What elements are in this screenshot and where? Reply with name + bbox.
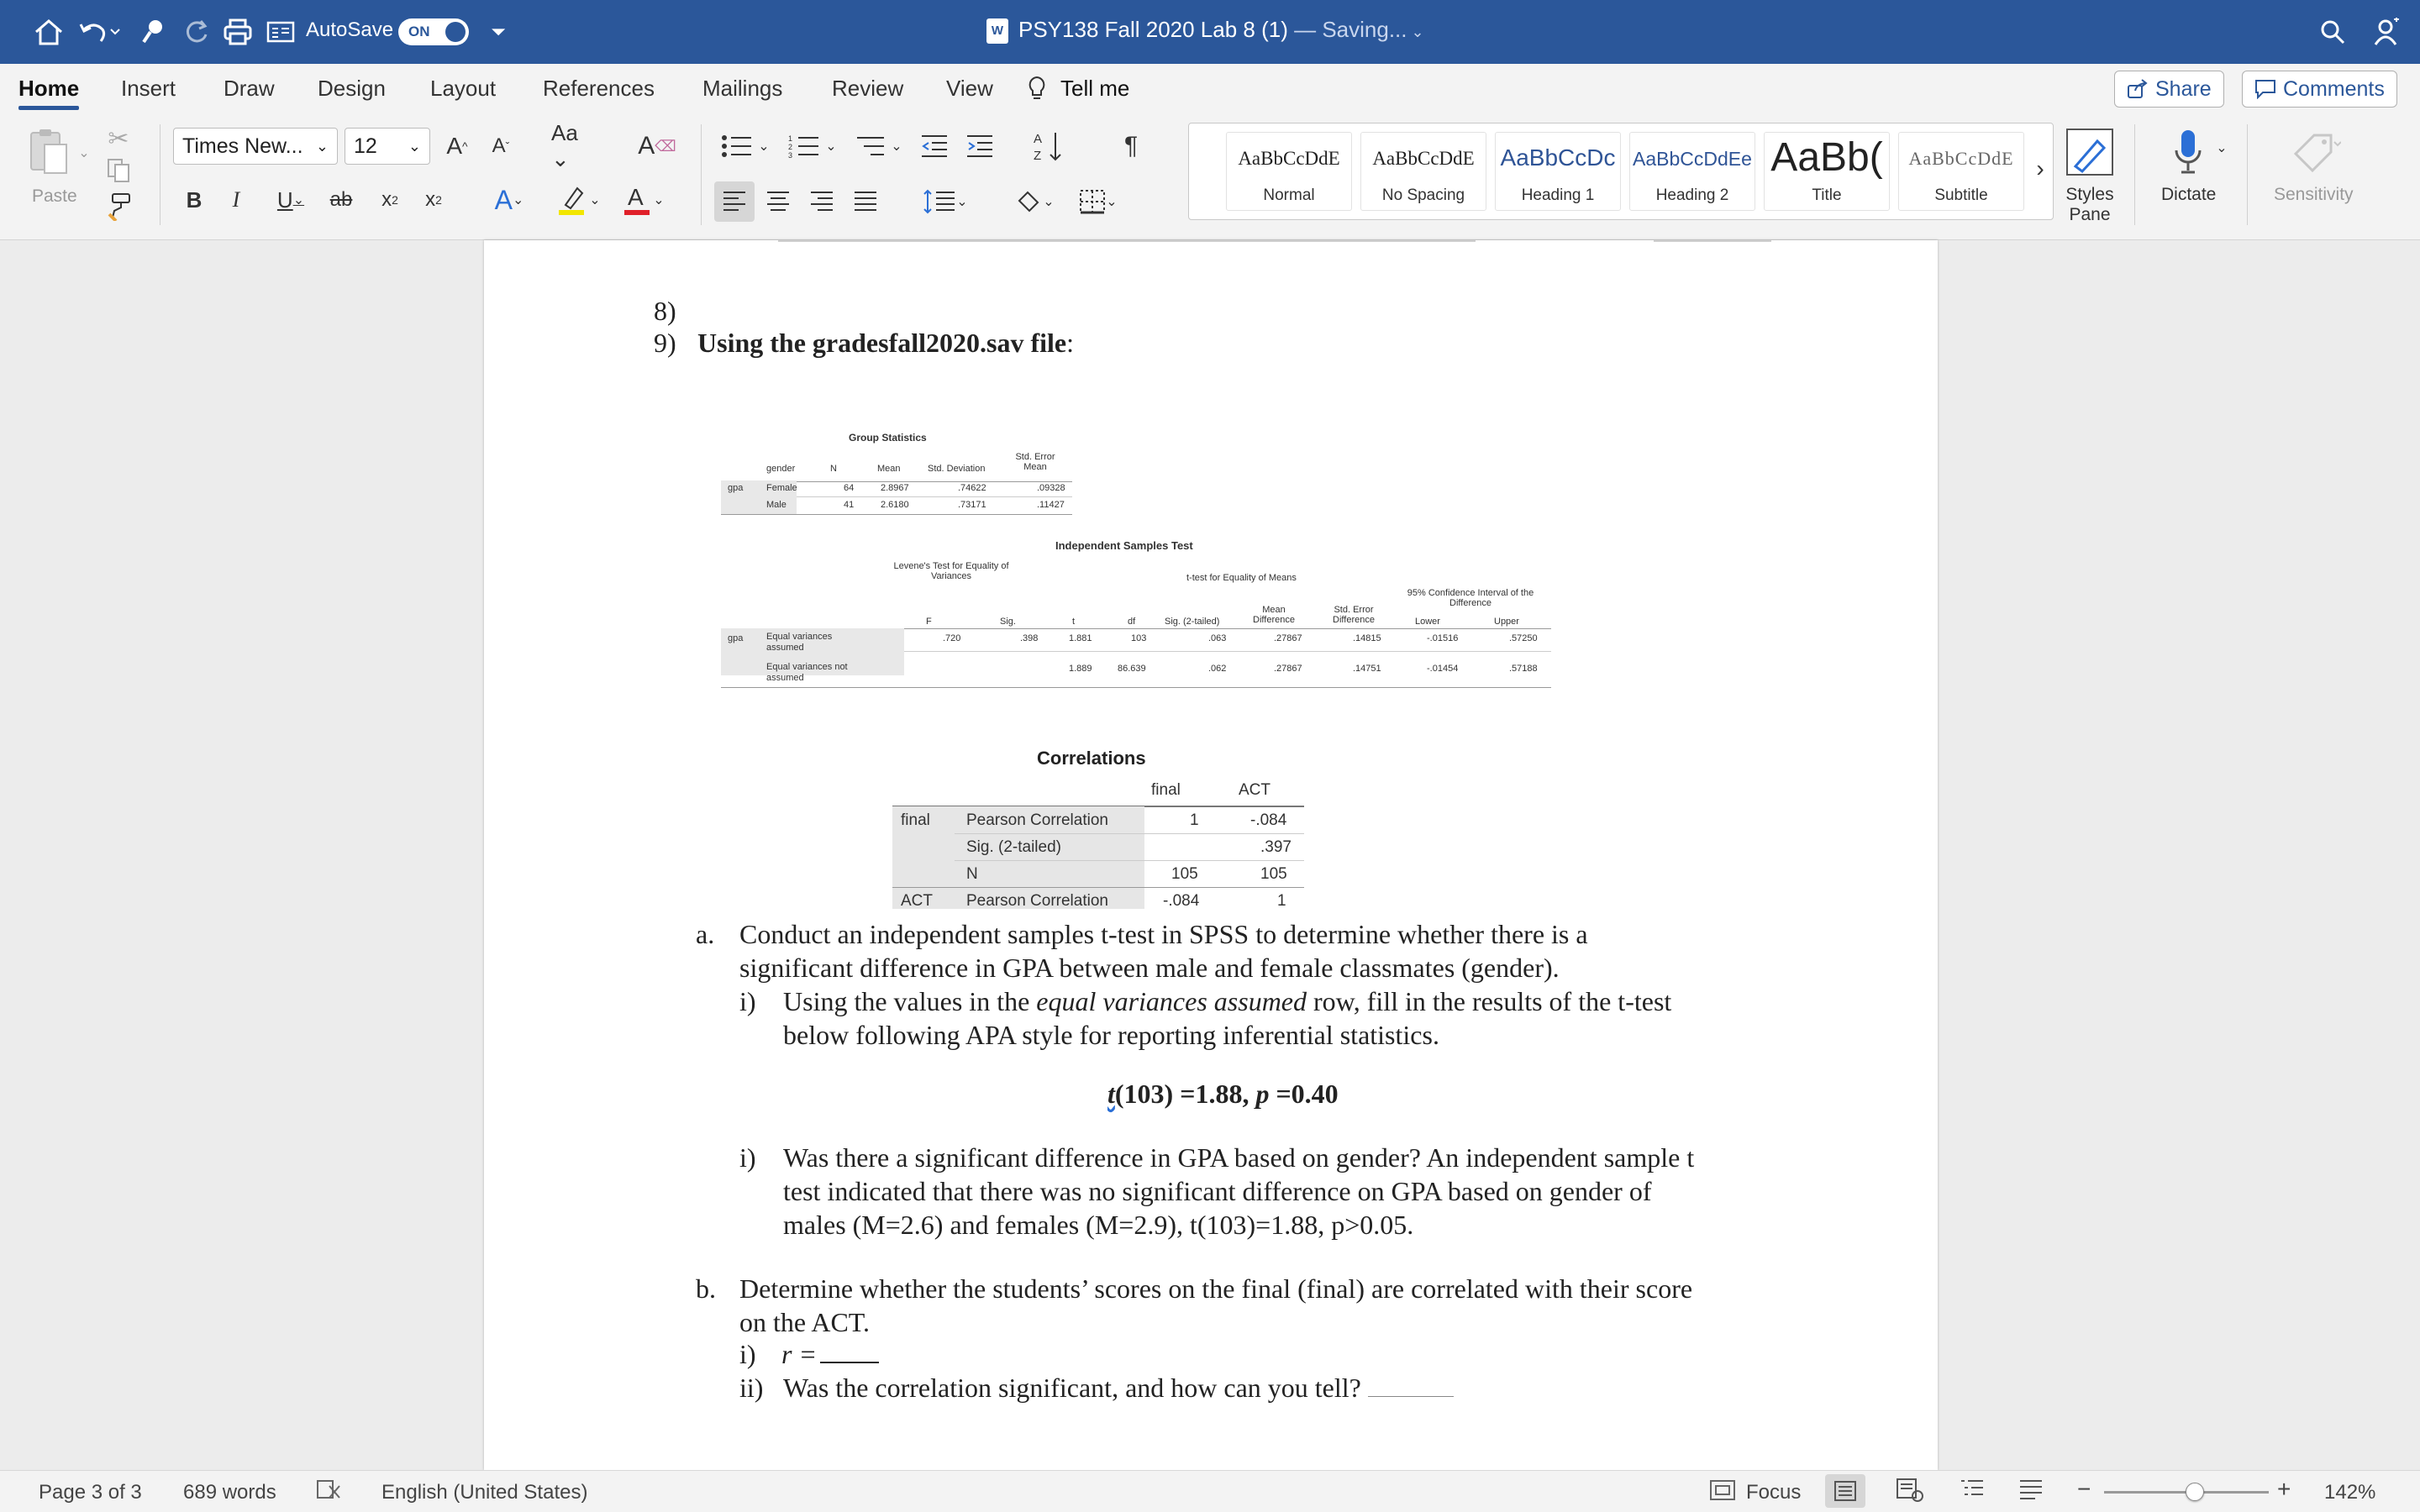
saving-status: — Saving... bbox=[1287, 17, 1407, 42]
question-b-line1: Determine whether the students’ scores on the final (final) are correlated with their score bbox=[739, 1273, 1693, 1304]
subscript-button[interactable]: x 2 bbox=[381, 188, 398, 211]
tell-me[interactable]: Tell me bbox=[1060, 76, 1130, 101]
highlight-button[interactable]: ⌄ bbox=[548, 181, 608, 218]
col-header: F bbox=[926, 617, 932, 627]
text-part: Using the values in the bbox=[783, 986, 1037, 1016]
style-preview: AaBbCcDdE bbox=[1908, 148, 2014, 169]
col-header: Sig. bbox=[1000, 617, 1016, 627]
document-name: PSY138 Fall 2020 Lab 8 (1) bbox=[1018, 17, 1288, 42]
shrink-font-icon[interactable]: A ˇ bbox=[492, 134, 510, 157]
answer-line1[interactable]: Was there a significant difference in GPA based on gender? An independent sample t bbox=[783, 1142, 1695, 1173]
answer-line2[interactable]: test indicated that there was no significant difference on GPA based on gender of bbox=[783, 1176, 1652, 1206]
col-header: t bbox=[1072, 617, 1076, 627]
row-var: final bbox=[901, 811, 930, 829]
search-icon[interactable] bbox=[2316, 12, 2349, 52]
answer-line3[interactable]: males (M=2.6) and females (M=2.9), t(103)=1.88, p>0.05. bbox=[783, 1210, 1414, 1240]
lightbulb-icon bbox=[1027, 76, 1047, 107]
toggle-label: ON bbox=[408, 24, 430, 39]
col-header: Sig. (2-tailed) bbox=[1165, 617, 1220, 627]
col-header: N bbox=[830, 464, 837, 474]
row-var: ACT bbox=[901, 892, 933, 910]
style-heading-2[interactable] bbox=[1629, 132, 1755, 211]
style-name: Heading 2 bbox=[1655, 186, 1729, 204]
cell: .57188 bbox=[1509, 664, 1538, 674]
svg-text:A: A bbox=[628, 184, 644, 210]
paste-icon[interactable] bbox=[24, 126, 74, 176]
show-formatting-icon[interactable]: ¶ bbox=[1123, 132, 1139, 160]
style-preview: AaBb( bbox=[1770, 135, 1883, 180]
ttest-header: t-test for Equality of Means bbox=[1186, 573, 1297, 583]
cell: .11427 bbox=[1037, 500, 1065, 510]
cell: .09328 bbox=[1037, 483, 1065, 493]
col-header: final bbox=[1151, 781, 1181, 799]
comment-icon bbox=[2254, 79, 2276, 99]
line-spacing-icon[interactable]: ⌄ bbox=[916, 181, 975, 222]
format-painter-icon[interactable] bbox=[104, 192, 134, 222]
paste-chevron-icon[interactable]: ⌄ bbox=[78, 146, 90, 160]
style-title[interactable] bbox=[1764, 132, 1890, 211]
web-layout-icon[interactable] bbox=[1896, 1478, 1924, 1509]
styles-pane-label: Styles Pane bbox=[2065, 185, 2114, 224]
autosave-toggle[interactable] bbox=[398, 18, 469, 45]
word-doc-icon: W bbox=[986, 18, 1008, 44]
row-label: Pearson Correlation bbox=[966, 811, 1108, 829]
question-b-label: b. bbox=[696, 1273, 716, 1304]
cell: 1.889 bbox=[1069, 664, 1092, 674]
zoom-out-button[interactable]: − bbox=[2077, 1476, 2091, 1502]
tab-home[interactable]: Home bbox=[18, 76, 80, 101]
correlations-title: Correlations bbox=[1037, 748, 1146, 769]
col-header: df bbox=[1128, 617, 1136, 627]
styles-gallery bbox=[1188, 123, 2054, 220]
style-name: Heading 1 bbox=[1521, 186, 1595, 204]
sensitivity-icon[interactable] bbox=[2286, 124, 2344, 180]
question-a-label: a. bbox=[696, 919, 715, 949]
col-header: ACT bbox=[1239, 781, 1270, 799]
decrease-indent-icon[interactable] bbox=[916, 128, 953, 165]
group-stats-title: Group Statistics bbox=[849, 432, 927, 444]
cell: -.01454 bbox=[1427, 664, 1459, 674]
cell: .57250 bbox=[1509, 633, 1538, 643]
question-a-ii-label: i) bbox=[739, 1142, 756, 1173]
cell: 41 bbox=[844, 500, 855, 510]
style-preview: AaBbCcDdE bbox=[1238, 148, 1340, 169]
text-part: r = bbox=[781, 1339, 818, 1369]
font-color-button[interactable]: A ⌄ bbox=[613, 181, 674, 218]
tab-design[interactable]: Design bbox=[318, 76, 386, 101]
style-preview: AaBbCcDdE bbox=[1372, 148, 1475, 169]
question-b-ii-label: ii) bbox=[739, 1373, 764, 1403]
share-label: Share bbox=[2155, 76, 2212, 101]
tab-draw[interactable]: Draw bbox=[224, 76, 275, 101]
italic-button[interactable]: I bbox=[232, 187, 240, 212]
share-button[interactable] bbox=[2114, 71, 2224, 108]
list-item-9: Using the gradesfall2020.sav file: bbox=[697, 328, 1074, 358]
ribbon-home bbox=[0, 114, 2420, 240]
toggle-knob bbox=[445, 22, 466, 42]
cell: Female bbox=[766, 483, 797, 493]
paste-label: Paste bbox=[32, 186, 77, 206]
col-header: Std. Deviation bbox=[928, 464, 986, 474]
ind-test-title: Independent Samples Test bbox=[1055, 539, 1193, 552]
copy-icon[interactable] bbox=[104, 156, 133, 185]
cell: .27867 bbox=[1274, 664, 1302, 674]
text-part: row, fill in the results of the t-test bbox=[1307, 986, 1672, 1016]
print-icon[interactable] bbox=[220, 12, 255, 52]
style-name: No Spacing bbox=[1381, 186, 1465, 204]
style-name: Subtitle bbox=[1934, 186, 1988, 204]
text-part: (103) =1.88, bbox=[1114, 1079, 1256, 1109]
autosave-label: AutoSave bbox=[306, 18, 394, 41]
focus-icon[interactable] bbox=[1709, 1479, 1736, 1507]
row-label: Equal variances not assumed bbox=[766, 662, 848, 683]
share-icon bbox=[2127, 79, 2149, 99]
col-header: gender bbox=[766, 464, 796, 474]
zoom-slider-thumb[interactable] bbox=[2186, 1483, 2204, 1501]
list-item-9-text: Using the gradesfall2020.sav file bbox=[697, 328, 1067, 358]
clear-formatting-icon[interactable]: A ⌫ bbox=[638, 132, 676, 160]
col-header: Lower bbox=[1415, 617, 1440, 627]
cell: -.084 bbox=[1163, 892, 1200, 910]
cell: 2.6180 bbox=[881, 500, 909, 510]
var-label: gpa bbox=[728, 483, 744, 493]
tab-review[interactable]: Review bbox=[832, 76, 904, 101]
question-b-i-label: i) bbox=[739, 1339, 756, 1369]
text-part: Was the correlation significant, and how can you tell? bbox=[783, 1373, 1361, 1403]
font-name-value: Times New... bbox=[182, 134, 303, 158]
dictate-label: Dictate bbox=[2161, 185, 2217, 204]
col-header: Mean bbox=[877, 464, 901, 474]
microphone-icon[interactable] bbox=[2165, 124, 2212, 180]
row-label: Equal variances assumed bbox=[766, 632, 833, 653]
word-count[interactable]: 689 words bbox=[183, 1481, 276, 1504]
ci-header: 95% Confidence Interval of the Difference bbox=[1407, 588, 1534, 608]
title-bar bbox=[0, 0, 2420, 64]
sort-icon[interactable] bbox=[1030, 126, 1067, 166]
cell: .398 bbox=[1020, 633, 1039, 643]
borders-icon[interactable]: ⌄ bbox=[1069, 181, 1128, 222]
cell: .063 bbox=[1208, 633, 1227, 643]
customize-toolbar-icon[interactable]: ⏷ bbox=[491, 21, 506, 42]
text-part: =0.40 bbox=[1269, 1079, 1339, 1109]
cell: 64 bbox=[844, 483, 855, 493]
question-b-line2: on the ACT. bbox=[739, 1307, 870, 1337]
row-label: Pearson Correlation bbox=[966, 892, 1108, 910]
svg-text:Z: Z bbox=[1034, 149, 1042, 163]
ribbon-tabs bbox=[0, 64, 2420, 114]
grow-font-icon[interactable]: A ^ bbox=[446, 133, 468, 159]
font-size-select[interactable] bbox=[345, 128, 430, 165]
underline-button[interactable]: U ⌄ bbox=[276, 186, 305, 213]
text-part: t bbox=[1107, 1079, 1115, 1109]
col-header: Std. Error Difference bbox=[1333, 605, 1375, 625]
svg-text:3: 3 bbox=[788, 151, 793, 159]
cell: 1 bbox=[1277, 892, 1286, 910]
cell: .062 bbox=[1208, 664, 1227, 674]
align-right-button[interactable] bbox=[803, 181, 840, 222]
font-size-value: 12 bbox=[354, 134, 377, 158]
t-test-result[interactable] bbox=[1107, 1079, 1339, 1110]
shading-icon[interactable]: ⌄ bbox=[1005, 181, 1064, 222]
question-a-i-label: i) bbox=[739, 986, 756, 1016]
style-preview: AaBbCcDc bbox=[1500, 144, 1616, 171]
zoom-in-button[interactable]: + bbox=[2277, 1476, 2291, 1502]
svg-text:A: A bbox=[1034, 132, 1043, 146]
outline-icon[interactable] bbox=[1960, 1478, 1985, 1507]
list-item-9-number: 9) bbox=[654, 328, 676, 358]
var-label: gpa bbox=[728, 633, 744, 643]
comments-button[interactable] bbox=[2242, 71, 2397, 108]
svg-text:1: 1 bbox=[788, 134, 793, 143]
cell: 2.8967 bbox=[881, 483, 909, 493]
levene-header: Levene's Test for Equality of Variances bbox=[893, 561, 1009, 581]
cell: 103 bbox=[1131, 633, 1147, 643]
font-name-select[interactable] bbox=[173, 128, 338, 165]
print-layout-icon[interactable] bbox=[1825, 1474, 1865, 1508]
question-a-i-line1 bbox=[783, 986, 1671, 1017]
cell: 105 bbox=[1171, 865, 1198, 883]
list-item-8: 8) bbox=[654, 296, 676, 326]
cell: 86.639 bbox=[1118, 664, 1146, 674]
cut-icon[interactable]: ✂ bbox=[108, 124, 129, 153]
chevron-down-icon: ⌄ bbox=[408, 137, 421, 155]
tab-references[interactable]: References bbox=[543, 76, 655, 101]
col-header: Mean Difference bbox=[1253, 605, 1295, 625]
question-a-line1: Conduct an independent samples t-test in SPSS to determine whether there is a bbox=[739, 919, 1588, 949]
align-left-button[interactable] bbox=[714, 181, 755, 222]
cell: 1.881 bbox=[1069, 633, 1092, 643]
svg-text:2: 2 bbox=[788, 143, 793, 151]
numbering-icon[interactable]: 1 2 3 ⌄ bbox=[788, 134, 837, 159]
row-label: N bbox=[966, 865, 978, 883]
cell: 105 bbox=[1260, 865, 1287, 883]
cell: .720 bbox=[943, 633, 961, 643]
chevron-down-icon: ⌄ bbox=[315, 137, 329, 155]
sensitivity-label: Sensitivity bbox=[2274, 185, 2354, 204]
multilevel-list-icon[interactable]: ⌄ bbox=[849, 128, 908, 165]
style-name: Title bbox=[1812, 186, 1842, 204]
cell: .73171 bbox=[958, 500, 986, 510]
style-subtitle[interactable] bbox=[1898, 132, 2024, 211]
col-header: Upper bbox=[1494, 617, 1519, 627]
cell: -.01516 bbox=[1427, 633, 1459, 643]
page-count[interactable]: Page 3 of 3 bbox=[39, 1481, 142, 1504]
document-title[interactable] bbox=[1018, 17, 1424, 43]
styles-pane-icon[interactable] bbox=[2062, 124, 2118, 180]
cell: .74622 bbox=[958, 483, 986, 493]
style-name: Normal bbox=[1263, 186, 1315, 204]
question-b-ii-text[interactable] bbox=[783, 1373, 1454, 1404]
tab-layout[interactable]: Layout bbox=[430, 76, 497, 101]
question-a-i-line2: below following APA style for reporting inferential statistics. bbox=[783, 1020, 1439, 1050]
proofing-icon[interactable] bbox=[316, 1478, 343, 1509]
text-effects-button[interactable]: A ⌄ bbox=[494, 184, 524, 215]
cell: -.084 bbox=[1250, 811, 1287, 829]
justify-button[interactable] bbox=[847, 181, 884, 222]
document-page[interactable] bbox=[484, 240, 1938, 1470]
bullets-icon[interactable]: ⌄ bbox=[716, 128, 775, 165]
cell: .14815 bbox=[1353, 633, 1381, 643]
cell: .27867 bbox=[1274, 633, 1302, 643]
chevron-right-icon[interactable]: › bbox=[2036, 155, 2044, 181]
draft-icon[interactable] bbox=[2018, 1478, 2044, 1507]
form-icon[interactable] bbox=[264, 12, 297, 52]
comments-label: Comments bbox=[2283, 76, 2385, 101]
home-icon[interactable] bbox=[30, 12, 67, 52]
increase-indent-icon[interactable] bbox=[961, 128, 998, 165]
bold-button[interactable]: B bbox=[186, 186, 203, 213]
zoom-level[interactable]: 142% bbox=[2324, 1481, 2376, 1504]
dictate-chevron-icon[interactable]: ⌄ bbox=[2216, 141, 2228, 155]
tab-insert[interactable]: Insert bbox=[121, 76, 176, 101]
text-part: equal variances assumed bbox=[1036, 986, 1307, 1016]
focus-label[interactable]: Focus bbox=[1746, 1481, 1802, 1504]
style-heading-1[interactable] bbox=[1495, 132, 1621, 211]
text-part: p bbox=[1255, 1079, 1270, 1109]
cell: Male bbox=[766, 500, 786, 510]
redo-icon[interactable] bbox=[178, 12, 215, 52]
cell: 1 bbox=[1190, 811, 1199, 829]
tab-mailings[interactable]: Mailings bbox=[702, 76, 783, 101]
col-header: Std. Error Mean bbox=[1015, 452, 1055, 472]
cell: .14751 bbox=[1353, 664, 1381, 674]
align-center-button[interactable] bbox=[760, 181, 797, 222]
change-case-icon[interactable]: Aa ⌄ bbox=[551, 120, 578, 171]
superscript-button[interactable]: x 2 bbox=[425, 188, 442, 211]
strikethrough-button[interactable]: ab bbox=[329, 188, 353, 211]
pen-icon[interactable] bbox=[136, 12, 170, 52]
undo-icon[interactable] bbox=[74, 12, 124, 52]
question-b-i-text[interactable] bbox=[781, 1339, 879, 1370]
status-bar bbox=[0, 1470, 2420, 1512]
account-icon[interactable] bbox=[2368, 12, 2403, 52]
style-no-spacing[interactable] bbox=[1360, 132, 1486, 211]
language[interactable]: English (United States) bbox=[381, 1481, 588, 1504]
tab-view[interactable]: View bbox=[946, 76, 993, 101]
style-preview: AaBbCcDdEe bbox=[1633, 148, 1752, 170]
style-normal[interactable] bbox=[1226, 132, 1352, 211]
chevron-down-icon: ⌄ bbox=[1407, 24, 1424, 40]
cell: .397 bbox=[1260, 838, 1292, 856]
row-label: Sig. (2-tailed) bbox=[966, 838, 1061, 856]
question-a-line2: significant difference in GPA between male and female classmates (gender). bbox=[739, 953, 1560, 983]
